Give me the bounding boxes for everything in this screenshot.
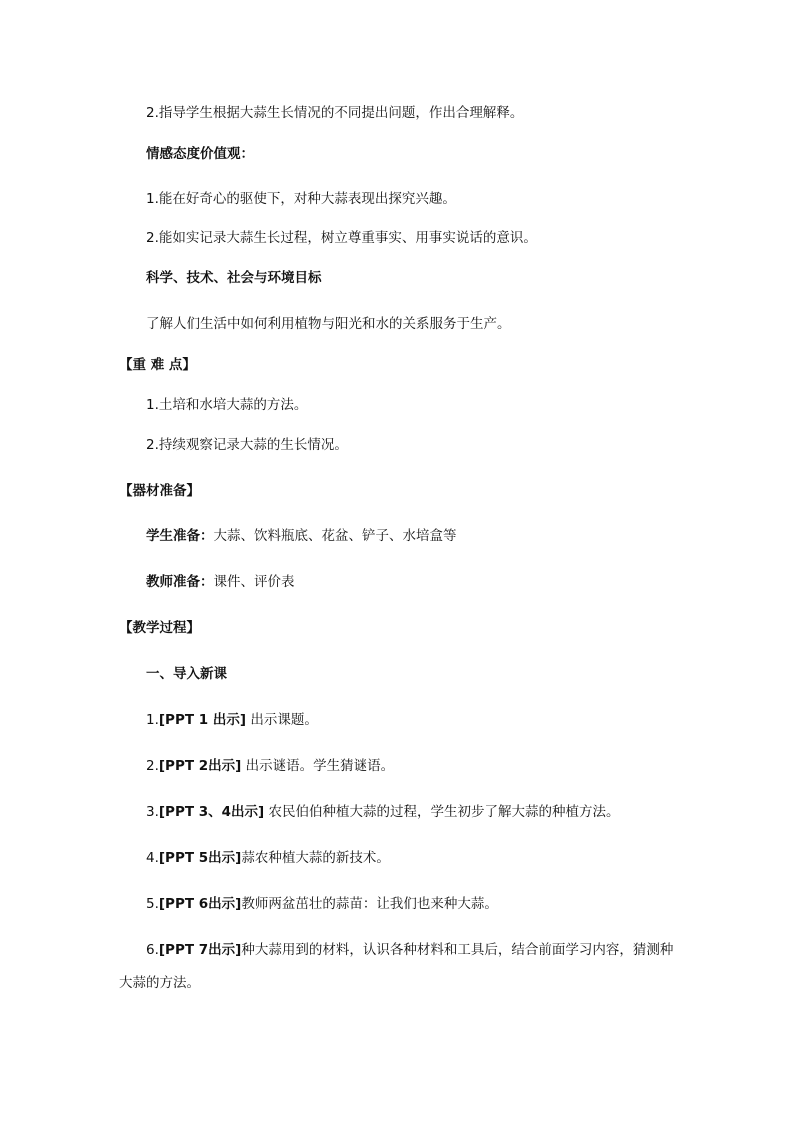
step-number: 1. (146, 712, 159, 728)
heading-key-points: 【重 难 点】 (119, 357, 196, 373)
materials-student-label: 学生准备： (146, 528, 214, 544)
heading-teaching-process: 【教学过程】 (119, 620, 200, 636)
materials-teacher (146, 572, 295, 592)
materials-student (146, 526, 457, 546)
step-text: 蒜农种植大蒜的新技术。 (241, 850, 390, 866)
step-number: 6. (146, 942, 159, 958)
materials-teacher-label: 教师准备： (146, 574, 214, 590)
step-text: 农民伯伯种植大蒜的过程，学生初步了解大蒜的种植方法。 (264, 804, 620, 820)
step-ppt-tag: [PPT 3、4出示] (158, 804, 265, 820)
step-text: 出示课题。 (246, 712, 318, 728)
heading-emotion-values: 情感态度价值观： (146, 146, 254, 162)
heading-materials: 【器材准备】 (119, 483, 200, 499)
step-text: 出示谜语。学生猜谜语。 (241, 758, 395, 774)
step-2 (146, 756, 394, 776)
step-ppt-tag: [PPT 7出示] (158, 942, 242, 958)
step-ppt-tag: [PPT 6出示] (158, 896, 242, 912)
process-section-intro: 一、导入新课 (146, 666, 227, 682)
heading-sts-goals: 科学、技术、社会与环境目标 (146, 270, 322, 286)
sts-item-1: 了解人们生活中如何利用植物与阳光和水的关系服务于生产。 (146, 316, 511, 332)
step-number: 2. (146, 758, 159, 774)
step-ppt-tag: [PPT 2出示] (158, 758, 242, 774)
step-ppt-tag: [PPT 5出示] (158, 850, 242, 866)
objective-2: 2.指导学生根据大蒜生长情况的不同提出问题，作出合理解释。 (146, 105, 524, 121)
step-text: 教师两盆茁壮的蒜苗：让我们也来种大蒜。 (241, 896, 498, 912)
key-point-1: 1.土培和水培大蒜的方法。 (146, 397, 308, 413)
step-number: 3. (146, 804, 159, 820)
step-text: 种大蒜用到的材料，认识各种材料和工具后，结合前面学习内容，猜测种大蒜的方法。 (119, 942, 674, 991)
emotion-item-2: 2.能如实记录大蒜生长过程，树立尊重事实、用事实说话的意识。 (146, 230, 537, 246)
step-1 (146, 710, 318, 730)
materials-teacher-value: 课件、评价表 (213, 574, 295, 590)
emotion-item-1: 1.能在好奇心的驱使下，对种大蒜表现出探究兴趣。 (146, 191, 456, 207)
step-4 (146, 848, 390, 868)
step-ppt-tag: [PPT 1 出示] (158, 712, 247, 728)
step-6 (119, 934, 679, 1000)
step-3 (146, 802, 620, 822)
step-5 (146, 894, 498, 914)
step-number: 4. (146, 850, 159, 866)
step-number: 5. (146, 896, 159, 912)
key-point-2: 2.持续观察记录大蒜的生长情况。 (146, 437, 348, 453)
materials-student-value: 大蒜、饮料瓶底、花盆、铲子、水培盒等 (213, 528, 457, 544)
